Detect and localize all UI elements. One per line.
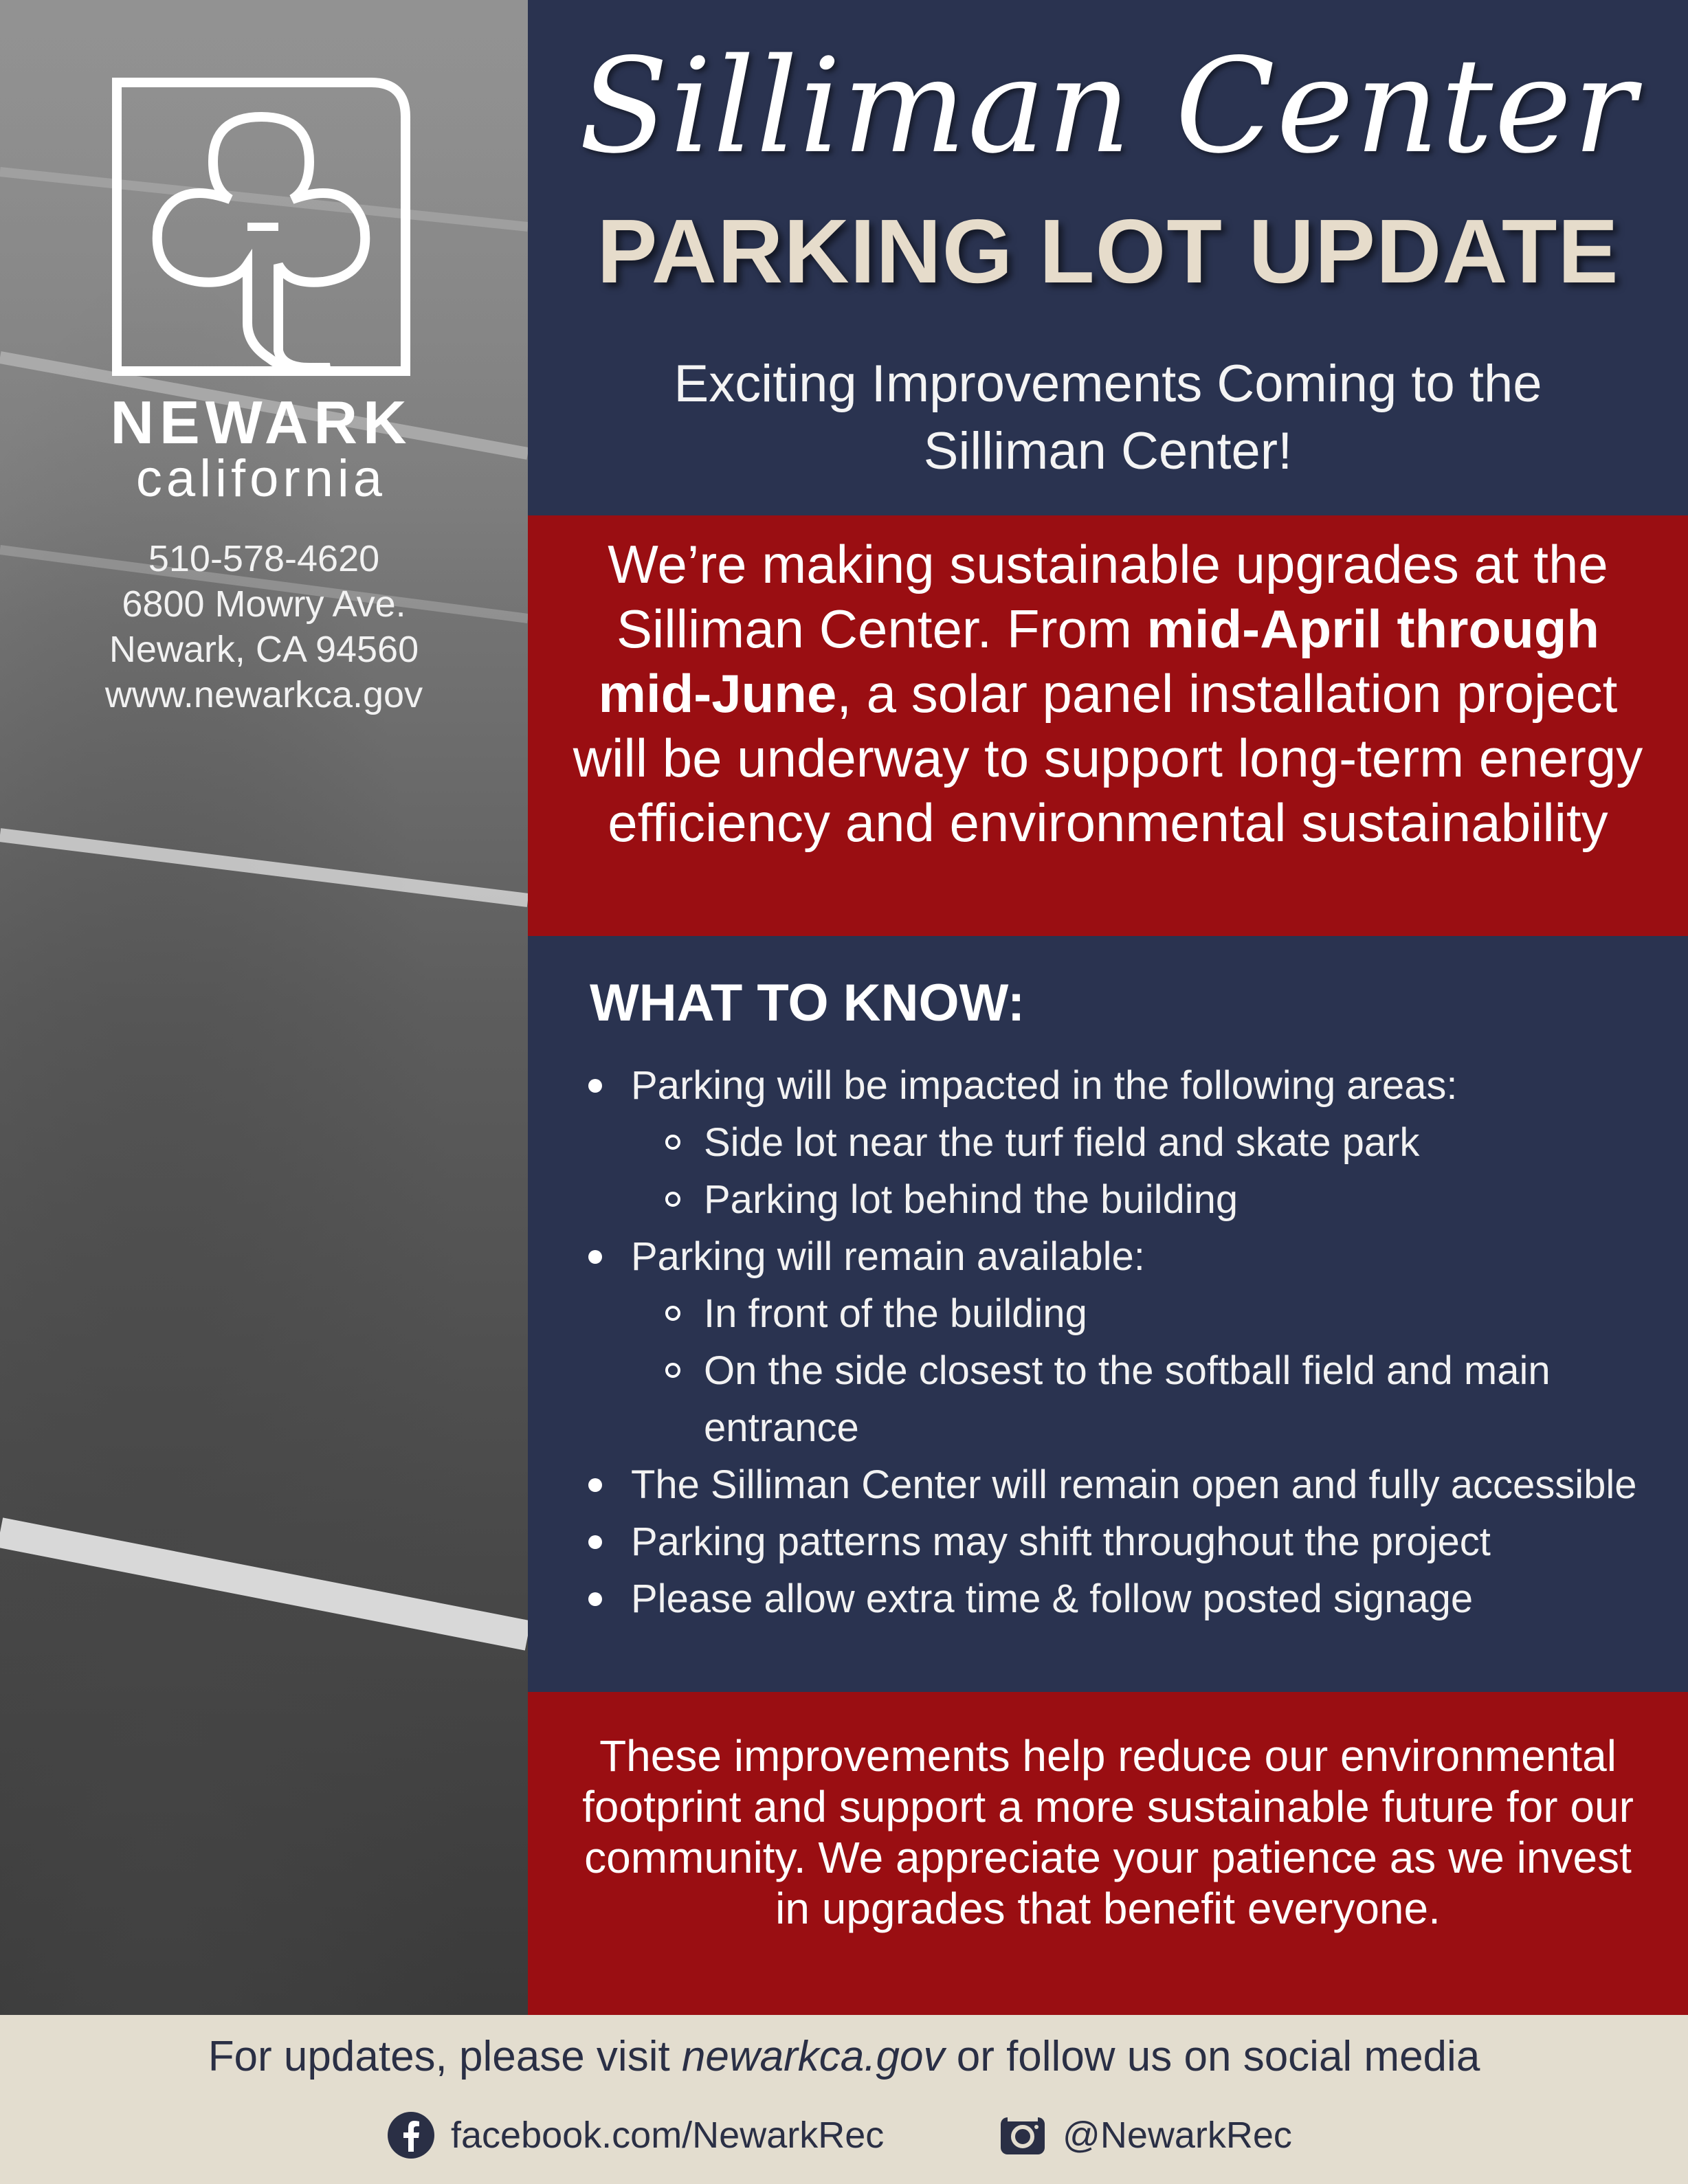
bullet-icon <box>588 1535 602 1549</box>
intro-text-2: , a solar panel installation project will be underway to support long-term energy efficiency and environmental sustainability <box>573 663 1643 853</box>
intro-text-1: We’re making sustainable upgrades at the Silliman Center. From <box>608 534 1608 659</box>
intro-box <box>528 515 1688 936</box>
instagram-icon <box>998 2110 1047 2160</box>
list-item-text: Please allow extra time & follow posted signage <box>631 1576 1474 1621</box>
header <box>528 0 1688 515</box>
hollow-bullet-icon <box>665 1363 680 1378</box>
list-item-text: In front of the building <box>704 1291 1087 1336</box>
footer-site-link[interactable]: newarkca.gov <box>681 2033 945 2080</box>
list-item <box>562 1057 1654 1114</box>
list-item-text: Side lot near the turf field and skate park <box>704 1120 1420 1165</box>
list-item-text: Parking will remain available: <box>631 1234 1145 1279</box>
left-photo-panel <box>0 0 528 2015</box>
list-item-text: Parking will be impacted in the following areas: <box>631 1063 1458 1108</box>
bullet-icon <box>588 1478 602 1492</box>
list-item <box>562 1228 1654 1285</box>
know-list <box>562 1057 1654 1627</box>
subtitle-line-1: Exciting Improvements Coming to the <box>674 355 1542 413</box>
section-heading: WHAT TO KNOW: <box>590 974 1025 1032</box>
script-title: Silliman Center <box>579 30 1637 182</box>
footer-lead: For updates, please visit <box>208 2033 682 2080</box>
facebook-link[interactable] <box>386 2108 884 2163</box>
facebook-icon <box>386 2110 436 2160</box>
list-item-text: On the side closest to the softball field and main entrance <box>704 1348 1551 1450</box>
contact-city: Newark, CA 94560 <box>109 629 419 670</box>
logo-wordmark: NEWARK <box>110 388 412 456</box>
bullet-icon <box>588 1592 602 1606</box>
list-item <box>562 1114 1654 1171</box>
intro-dates: mid-April through mid-June <box>598 599 1600 724</box>
footer-message <box>0 2031 1688 2082</box>
facebook-handle: facebook.com/NewarkRec <box>451 2115 885 2156</box>
list-item <box>562 1342 1654 1456</box>
instagram-handle: @NewarkRec <box>1063 2115 1292 2156</box>
list-item <box>562 1285 1654 1342</box>
list-item-text: Parking patterns may shift throughout the project <box>631 1519 1491 1564</box>
subtitle <box>528 350 1688 485</box>
contact-info <box>0 536 528 717</box>
hollow-bullet-icon <box>665 1306 680 1321</box>
page-title: PARKING LOT UPDATE <box>597 201 1619 302</box>
footer-tail: or follow us on social media <box>944 2033 1480 2080</box>
what-to-know-section <box>528 936 1688 1692</box>
bullet-icon <box>588 1079 602 1093</box>
contact-website[interactable]: www.newarkca.gov <box>104 674 423 715</box>
newark-logo <box>110 76 412 508</box>
bullet-icon <box>588 1250 602 1264</box>
closing-box <box>528 1692 1688 2015</box>
hollow-bullet-icon <box>665 1135 680 1150</box>
list-item <box>562 1570 1654 1627</box>
hollow-bullet-icon <box>665 1192 680 1207</box>
list-item <box>562 1456 1654 1513</box>
list-item <box>562 1171 1654 1228</box>
instagram-link[interactable] <box>998 2108 1292 2163</box>
closing-text: These improvements help reduce our environmental footprint and support a more sustainable future for our community. We appreciate your patience as we invest in upgrades that benefit everyone. <box>582 1731 1634 1933</box>
contact-street: 6800 Mowry Ave. <box>122 583 406 625</box>
subtitle-line-2: Silliman Center! <box>923 422 1293 480</box>
clover-logo-icon <box>110 76 412 378</box>
contact-phone: 510-578-4620 <box>148 538 380 579</box>
logo-subtitle: california <box>135 449 387 508</box>
list-item-text: Parking lot behind the building <box>704 1177 1239 1222</box>
list-item <box>562 1513 1654 1570</box>
footer <box>0 2015 1688 2184</box>
list-item-text: The Silliman Center will remain open and fully accessible <box>631 1462 1637 1507</box>
